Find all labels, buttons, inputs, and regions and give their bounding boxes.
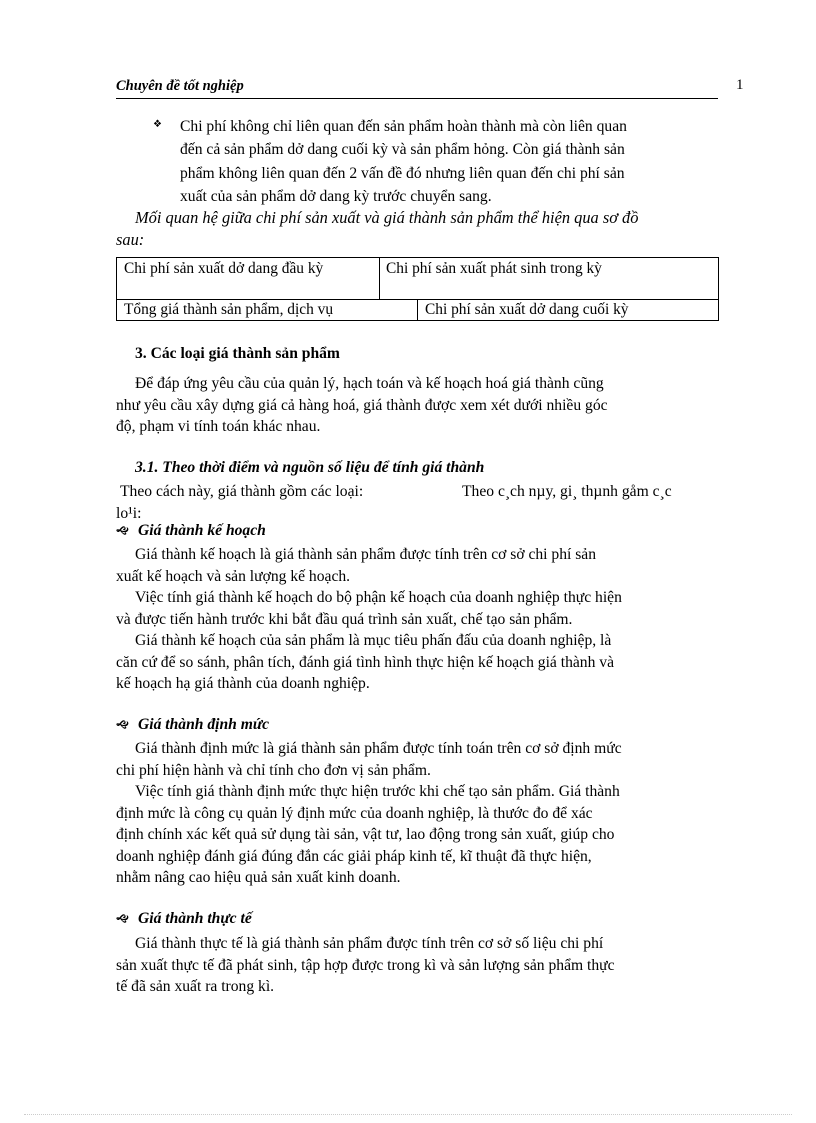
paragraph-line: Việc tính giá thành kế hoạch do bộ phận kế hoạch của doanh nghiệp thực hiện: [135, 589, 622, 606]
paragraph-line: Việc tính giá thành định mức thực hiện trước khi chế tạo sản phẩm. Giá thành: [135, 783, 620, 800]
paragraph-line: chi phí hiện hành và chỉ tính cho đơn vị sản phẩm.: [116, 761, 431, 779]
table-cell-total-cost: Tổng giá thành sản phẩm, dịch vụ: [124, 301, 334, 318]
paragraph-line: và được tiến hành trước khi bắt đầu quá trình sản xuất, chế tạo sản phẩm.: [116, 610, 573, 628]
section-3-paragraph: [116, 373, 740, 438]
paragraph-line: Để đáp ứng yêu cầu của quản lý, hạch toán và kế hoạch hoá giá thành cũng: [135, 375, 604, 392]
section-3-heading: 3. Các loại giá thành sản phẩm: [135, 345, 340, 362]
plan-cost-paragraph: [116, 544, 740, 695]
section-3-1-heading: 3.1. Theo thời điểm và nguồn số liệu để tính giá thành: [135, 459, 485, 476]
relation-intro-line: sau:: [116, 230, 145, 249]
norm-cost-paragraph: [116, 738, 740, 889]
bullet-line: đến cả sản phẩm dở dang cuối kỳ và sản phẩm hỏng. Còn giá thành sản: [180, 141, 625, 159]
paragraph-line: độ, phạm vi tính toán khác nhau.: [116, 418, 321, 435]
table-cell-closing-wip: Chi phí sản xuất dở dang cuối kỳ: [425, 301, 629, 318]
bullet-line: Chi phí không chỉ liên quan đến sản phẩm hoàn thành mà còn liên quan: [180, 118, 627, 135]
section-3-1-intro: [116, 481, 740, 524]
swirl-bullet-icon: 🙙: [116, 717, 129, 732]
paragraph-line: doanh nghiệp đánh giá đúng đắn các giải pháp kinh tế, kĩ thuật đã thực hiện,: [116, 847, 592, 865]
page-bottom-border: [24, 1114, 792, 1115]
cost-relation-table: [116, 257, 719, 321]
table-cell-opening-wip: Chi phí sản xuất dở dang đầu kỳ: [124, 260, 324, 277]
paragraph-line: căn cứ để so sánh, phân tích, đánh giá tình hình thực hiện kế hoạch giá thành và: [116, 653, 615, 671]
table-divider: [417, 299, 418, 320]
paragraph-line: định mức là công cụ quản lý định mức của doanh nghiệp, là thước đo để xác: [116, 804, 593, 822]
page-number: 1: [736, 77, 744, 93]
paragraph-line: xuất kế hoạch và sản lượng kế hoạch.: [116, 567, 351, 585]
paragraph-line: Giá thành định mức là giá thành sản phẩm được tính toán trên cơ sở định mức: [135, 740, 622, 757]
norm-cost-heading: Giá thành định mức: [138, 716, 270, 733]
paragraph-line: định chính xác kết quả sử dụng tài sản, vật tư, lao động trong sản xuất, giúp cho: [116, 826, 615, 843]
header-title: Chuyên đề tốt nghiệp: [116, 78, 244, 94]
paragraph-line: Giá thành kế hoạch của sản phẩm là mục tiêu phấn đấu của doanh nghiệp, là: [135, 632, 612, 649]
paragraph-line: như yêu cầu xây dựng giá cả hàng hoá, giá thành được xem xét dưới nhiều góc: [116, 396, 608, 414]
swirl-bullet-icon: 🙙: [116, 911, 129, 926]
plan-cost-title: [116, 522, 266, 544]
paragraph-line: sản xuất thực tế đã phát sinh, tập hợp được trong kì và sản lượng sản phẩm thực: [116, 956, 615, 974]
table-divider: [379, 258, 380, 299]
bullet-line: phẩm không liên quan đến 2 vấn đề đó nhưng liên quan đến chi phí sản: [180, 164, 625, 182]
norm-cost-title: [116, 716, 269, 738]
relation-intro-line: Mối quan hệ giữa chi phí sản xuất và giá thành sản phẩm thể hiện qua sơ đồ: [135, 208, 639, 227]
page-header: [116, 78, 718, 99]
intro-text: Theo cách này, giá thành gồm các loại:: [120, 483, 364, 500]
relation-intro: [116, 207, 740, 251]
garbled-intro-text: Theo c¸ch nµy, gi¸ thµnh gåm c¸c: [462, 483, 672, 500]
paragraph-line: kế hoạch hạ giá thành của doanh nghiệp.: [116, 675, 370, 692]
garbled-line: lo¹i:: [116, 504, 142, 522]
actual-cost-paragraph: [116, 933, 740, 998]
diamond-bullet-icon: ❖: [153, 119, 162, 130]
paragraph-line: tế đã sản xuất ra trong kì.: [116, 978, 275, 995]
paragraph-line: Giá thành kế hoạch là giá thành sản phẩm được tính trên cơ sở chi phí sản: [135, 546, 597, 563]
bullet-line: xuất của sản phẩm dở dang kỳ trước chuyển sang.: [180, 187, 492, 205]
paragraph-line: nhằm nâng cao hiệu quả sản xuất kinh doanh.: [116, 869, 401, 886]
paragraph-line: Giá thành thực tế là giá thành sản phẩm được tính trên cơ sở số liệu chi phí: [135, 935, 604, 952]
table-cell-incurred-cost: Chi phí sản xuất phát sinh trong kỳ: [386, 260, 602, 277]
actual-cost-heading: Giá thành thực tế: [138, 910, 252, 927]
plan-cost-heading: Giá thành kế hoạch: [138, 522, 266, 539]
swirl-bullet-icon: 🙙: [116, 523, 129, 538]
actual-cost-title: [116, 910, 252, 932]
bullet-text: [180, 115, 743, 208]
